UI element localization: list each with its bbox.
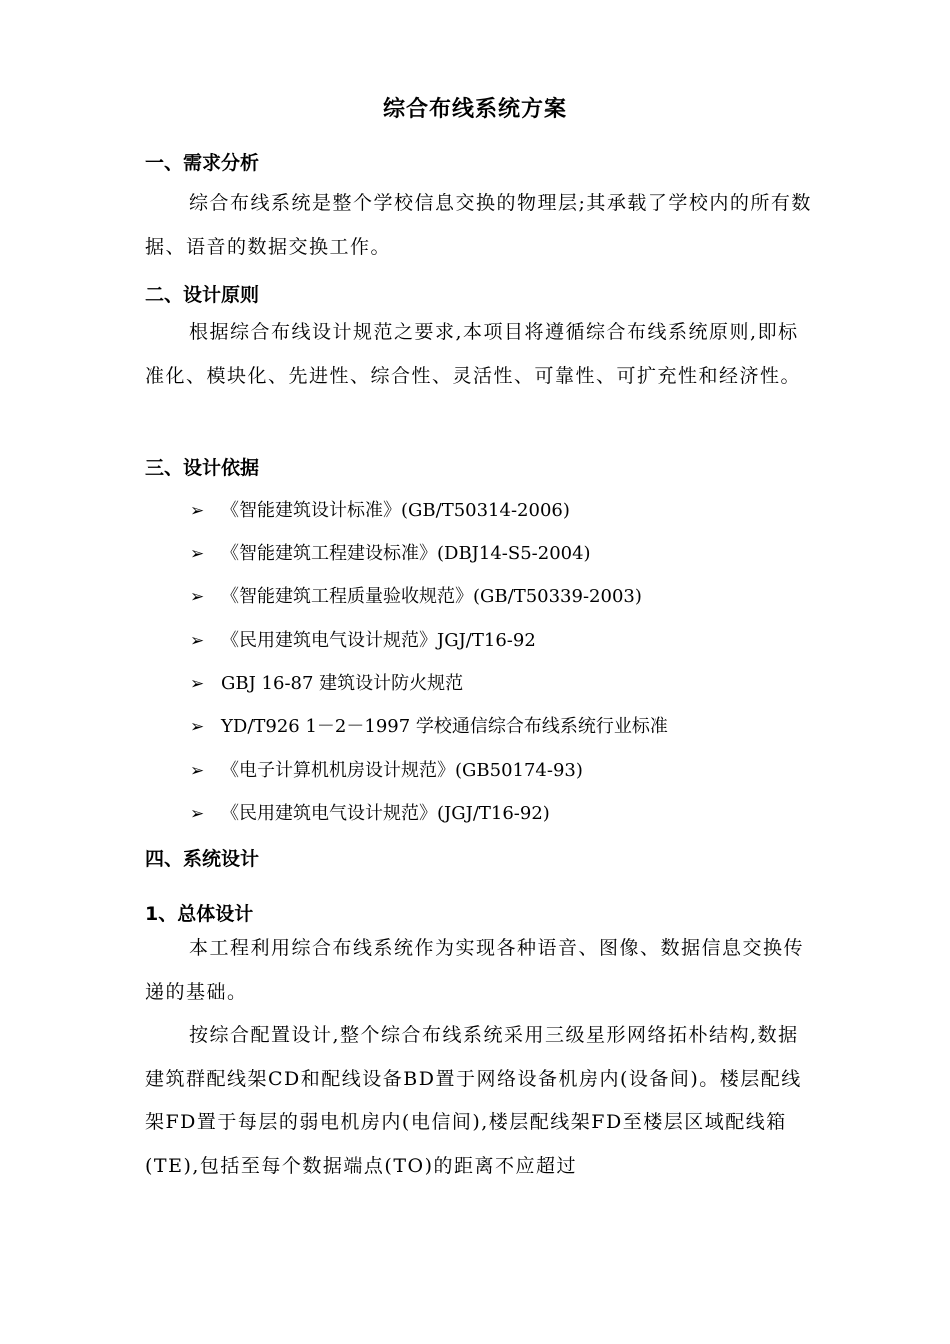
- paragraph-requirements: 综合布线系统是整个学校信息交换的物理层;其承载了学校内的所有数据、语音的数据交换工作。: [145, 192, 812, 258]
- arrow-bullet-icon: ➢: [190, 674, 205, 694]
- list-item: [190, 669, 463, 695]
- arrow-bullet-icon: ➢: [190, 761, 205, 781]
- list-item: [190, 799, 550, 825]
- section-heading-system-design: 四、系统设计: [145, 848, 260, 870]
- arrow-bullet-icon: ➢: [190, 501, 205, 521]
- section-heading-principles: 二、设计原则: [145, 284, 260, 306]
- document-title: 综合布线系统方案: [382, 97, 567, 122]
- list-item: [190, 756, 583, 782]
- arrow-bullet-icon: ➢: [190, 544, 205, 564]
- reference-text: 《智能建筑设计标准》(GB/T50314-2006): [221, 500, 570, 521]
- reference-text: 《智能建筑工程建设标准》(DBJ14-S5-2004): [221, 543, 591, 564]
- section-heading-basis: 三、设计依据: [145, 457, 260, 479]
- reference-text: YD/T926 1－2－1997 学校通信综合布线系统行业标准: [221, 716, 668, 737]
- reference-text: 《电子计算机机房设计规范》(GB50174-93): [221, 760, 583, 781]
- arrow-bullet-icon: ➢: [190, 717, 205, 737]
- list-item: [190, 496, 570, 522]
- arrow-bullet-icon: ➢: [190, 631, 205, 651]
- list-item: [190, 582, 642, 608]
- list-item: [190, 712, 668, 738]
- list-item: [190, 539, 591, 565]
- section-heading-requirements: 一、需求分析: [145, 152, 260, 174]
- reference-text: 《智能建筑工程质量验收规范》(GB/T50339-2003): [221, 586, 642, 607]
- list-item: [190, 626, 536, 652]
- reference-text: 《民用建筑电气设计规范》JGJ/T16-92: [221, 630, 536, 651]
- reference-text: GBJ 16-87 建筑设计防火规范: [221, 673, 464, 694]
- reference-text: 《民用建筑电气设计规范》(JGJ/T16-92): [221, 803, 550, 824]
- arrow-bullet-icon: ➢: [190, 587, 205, 607]
- paragraph-principles: 根据综合布线设计规范之要求,本项目将遵循综合布线系统原则,即标准化、模块化、先进性、综合性、灵活性、可靠性、可扩充性和经济性。: [145, 321, 802, 387]
- arrow-bullet-icon: ➢: [190, 804, 205, 824]
- paragraph-overall-design-1: 本工程利用综合布线系统作为实现各种语音、图像、数据信息交换传递的基础。: [145, 937, 805, 1003]
- paragraph-overall-design-2: 按综合配置设计,整个综合布线系统采用三级星形网络拓朴结构,数据建筑群配线架CD和配线设备BD置于网络设备机房内(设备间)。楼层配线架FD置于每层的弱电机房内(电信间),楼层配线架FD至楼层区域配线箱(TE),包括至每个数据端点(TO)的距离不应超过: [145, 1024, 802, 1177]
- subsection-heading-overall-design: 1、总体设计: [145, 903, 254, 925]
